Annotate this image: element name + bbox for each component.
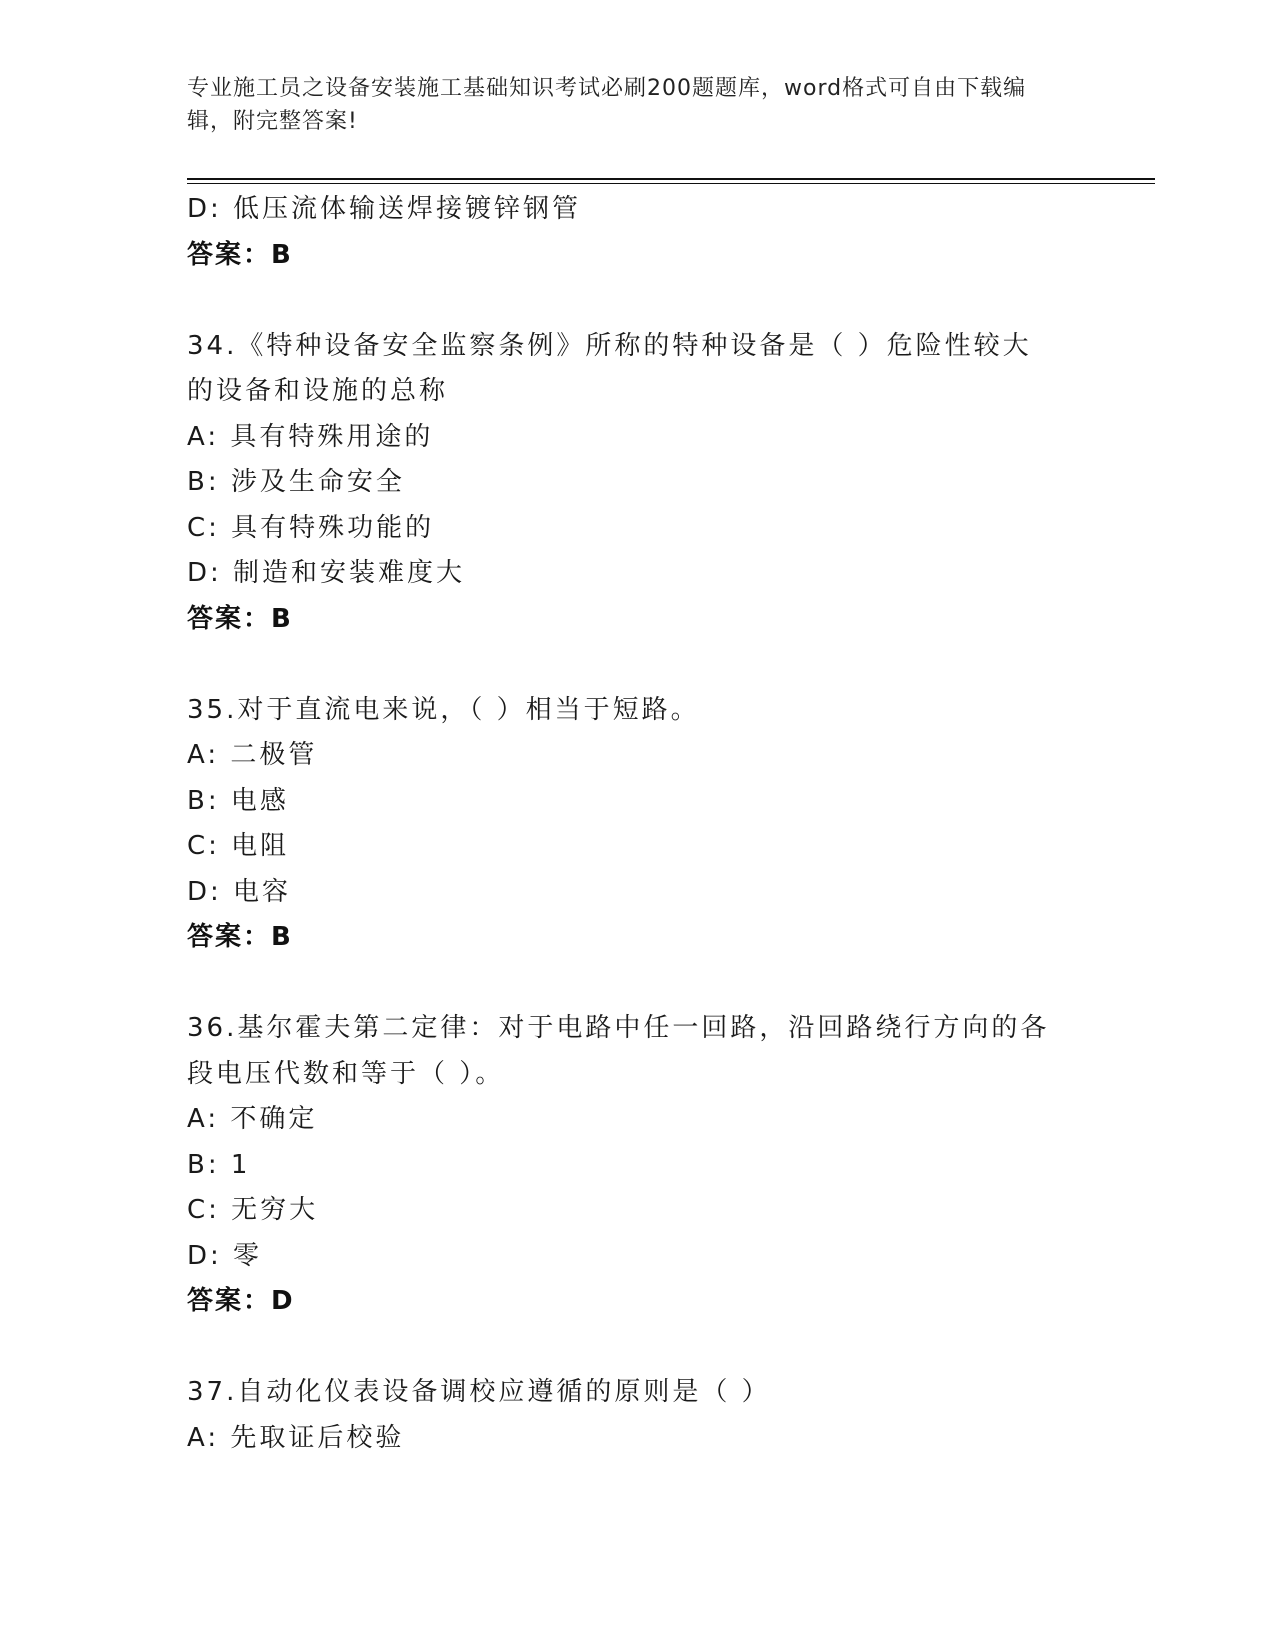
spacer bbox=[187, 642, 1087, 688]
spacer bbox=[187, 1325, 1087, 1371]
option-b: B: 1 bbox=[187, 1149, 251, 1180]
option-d: D: 低压流体输送焊接镀锌钢管 bbox=[187, 194, 582, 224]
prev-question-tail bbox=[187, 187, 1087, 278]
header-rule-thin bbox=[187, 183, 1155, 184]
answer-line: 答案：B bbox=[187, 239, 293, 270]
question-text: 35.对于直流电来说，（ ）相当于短路。 bbox=[187, 694, 700, 725]
question-37 bbox=[187, 1370, 1087, 1461]
question-36 bbox=[187, 1006, 1087, 1325]
option-b: B: 电感 bbox=[187, 785, 289, 816]
header-rule-thick bbox=[187, 178, 1155, 180]
question-content bbox=[187, 187, 1087, 1461]
question-35 bbox=[187, 688, 1087, 961]
answer-line: 答案：B bbox=[187, 922, 293, 952]
question-text: 36.基尔霍夫第二定律：对于电路中任一回路，沿回路绕行方向的各段电压代数和等于（ ）。 bbox=[187, 1013, 1050, 1089]
option-c: C: 无穷大 bbox=[187, 1195, 319, 1225]
option-c: C: 具有特殊功能的 bbox=[187, 512, 435, 543]
answer-line: 答案：D bbox=[187, 1286, 295, 1316]
document-header: 专业施工员之设备安装施工基础知识考试必刷200题题库，word格式可自由下载编辑，附完整答案! bbox=[187, 76, 1027, 134]
question-text: 34.《特种设备安全监察条例》所称的特种设备是（ ）危险性较大的设备和设施的总称 bbox=[187, 330, 1032, 406]
question-text: 37.自动化仪表设备调校应遵循的原则是（ ） bbox=[187, 1377, 771, 1407]
option-c: C: 电阻 bbox=[187, 831, 290, 861]
question-34 bbox=[187, 324, 1087, 643]
answer-line: 答案：B bbox=[187, 603, 293, 634]
option-d: D: 零 bbox=[187, 1240, 263, 1271]
spacer bbox=[187, 961, 1087, 1007]
option-a: A: 先取证后校验 bbox=[187, 1422, 405, 1453]
option-b: B: 涉及生命安全 bbox=[187, 467, 405, 497]
option-a: A: 具有特殊用途的 bbox=[187, 421, 434, 452]
spacer bbox=[187, 278, 1087, 324]
option-d: D: 制造和安装难度大 bbox=[187, 558, 466, 588]
option-a: A: 不确定 bbox=[187, 1104, 318, 1134]
option-a: A: 二极管 bbox=[187, 740, 318, 770]
option-d: D: 电容 bbox=[187, 876, 292, 907]
